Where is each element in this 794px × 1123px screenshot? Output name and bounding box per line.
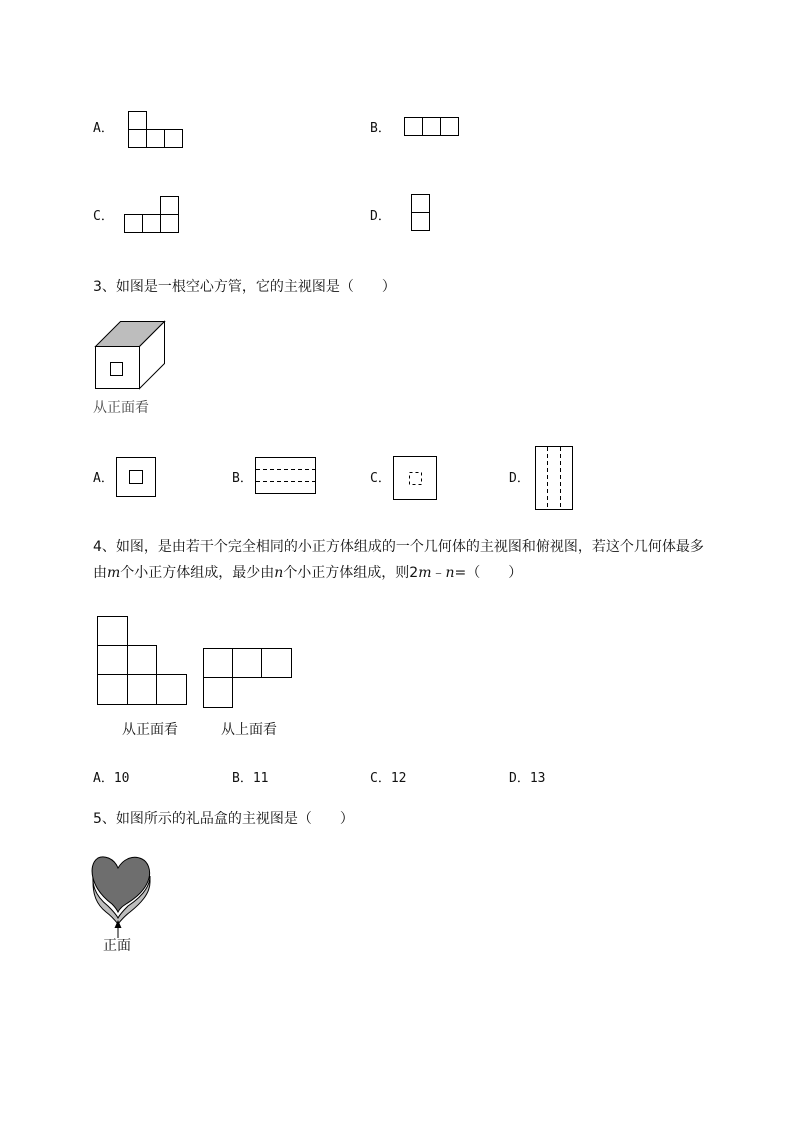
q5-arrow-label: 正面 — [103, 938, 131, 954]
q2-option-b-label: B． — [370, 121, 391, 136]
q4-option-c: C．12 — [370, 771, 407, 786]
q4-var-m: m — [107, 565, 121, 581]
q3-option-a-label: A． — [93, 471, 114, 486]
q5-stem: 5、如图所示的礼品盒的主视图是（ ） — [93, 811, 354, 827]
q4-option-a: A．10 — [93, 771, 130, 786]
q3-option-d-figure — [535, 446, 575, 512]
q3-option-c-label: C． — [370, 471, 391, 486]
q4-stem-text-3: 个小正方体组成，则2 — [283, 565, 419, 581]
q3-figure-caption: 从正面看 — [93, 400, 149, 416]
q3-option-c-figure — [393, 456, 439, 502]
q2-option-a-label: A． — [93, 121, 114, 136]
q2-option-c-label: C． — [93, 209, 114, 224]
q4-stem-line1: 4、如图，是由若干个完全相同的小正方体组成的一个几何体的主视图和俯视图，若这个几何体最多 — [93, 539, 704, 555]
q3-option-d-label: D． — [509, 471, 530, 486]
q3-option-a-figure — [116, 457, 158, 499]
q4-caption-front: 从正面看 — [122, 722, 178, 738]
q4-option-d: D．13 — [509, 771, 546, 786]
q5-heart-gift-box-figure — [90, 854, 154, 938]
q2-option-c-figure — [124, 196, 180, 234]
q4-var-n: n — [274, 565, 284, 581]
q2-option-a-figure — [128, 111, 184, 149]
q4-stem-text-4: =（ ） — [454, 565, 523, 581]
q3-hollow-tube-figure — [95, 321, 167, 391]
q4-var-m-2: m — [418, 565, 432, 581]
q4-stem-line2 — [93, 566, 522, 580]
q4-front-view-figure — [97, 616, 189, 708]
q3-option-b-figure — [255, 457, 318, 497]
q2-option-d-figure — [411, 194, 431, 232]
q4-caption-top: 从上面看 — [221, 722, 277, 738]
q4-stem-text-1: 由 — [93, 565, 107, 581]
q4-stem-minus: ﹣ — [431, 565, 446, 581]
q4-option-b: B．11 — [232, 771, 269, 786]
q3-stem: 3、如图是一根空心方管，它的主视图是（ ） — [93, 279, 396, 295]
q3-option-b-label: B． — [232, 471, 253, 486]
q2-option-b-figure — [404, 117, 461, 137]
q2-option-d-label: D． — [370, 209, 391, 224]
q4-top-view-figure — [203, 648, 294, 710]
q4-var-n-2: n — [445, 565, 455, 581]
q4-stem-text-2: 个小正方体组成，最少由 — [120, 565, 275, 581]
